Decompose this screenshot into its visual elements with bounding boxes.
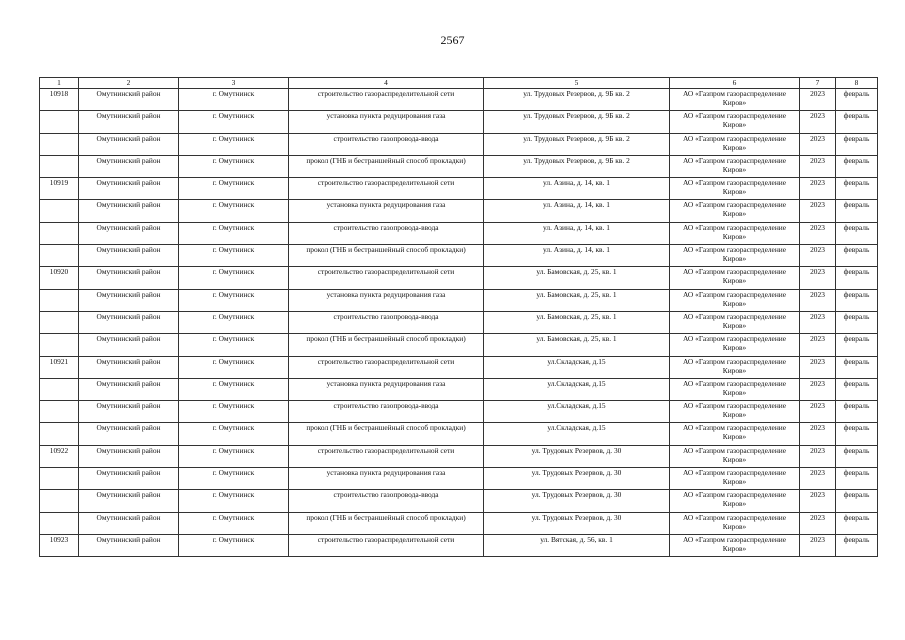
- cell-year: 2023: [800, 111, 836, 133]
- table-row: [40, 289, 878, 311]
- cell-year: 2023: [800, 222, 836, 244]
- cell-address: ул. Азина, д. 14, кв. 1: [484, 245, 670, 267]
- cell-district: Омутнинский район: [79, 534, 179, 556]
- cell-city: г. Омутнинск: [179, 378, 289, 400]
- cell-number: 10918: [40, 89, 79, 111]
- cell-district: Омутнинский район: [79, 490, 179, 512]
- table-row: [40, 445, 878, 467]
- cell-number: [40, 222, 79, 244]
- cell-district: Омутнинский район: [79, 111, 179, 133]
- cell-organization: АО «Газпром газораспределение Киров»: [670, 468, 800, 490]
- cell-year: 2023: [800, 423, 836, 445]
- cell-district: Омутнинский район: [79, 512, 179, 534]
- column-header: 2: [79, 78, 179, 89]
- cell-address: ул. Азина, д. 14, кв. 1: [484, 200, 670, 222]
- cell-month: февраль: [836, 401, 878, 423]
- table-row: [40, 89, 878, 111]
- cell-organization: АО «Газпром газораспределение Киров»: [670, 445, 800, 467]
- cell-year: 2023: [800, 490, 836, 512]
- cell-work-type: строительство газораспределительной сети: [289, 445, 484, 467]
- cell-address: ул. Трудовых Резервов, д. 30: [484, 445, 670, 467]
- cell-year: 2023: [800, 534, 836, 556]
- table-row: [40, 311, 878, 333]
- registry-table: [39, 77, 878, 557]
- cell-address: ул. Азина, д. 14, кв. 1: [484, 222, 670, 244]
- table-row: [40, 356, 878, 378]
- cell-organization: АО «Газпром газораспределение Киров»: [670, 133, 800, 155]
- cell-address: ул.Складская, д.15: [484, 378, 670, 400]
- table-row: [40, 534, 878, 556]
- column-header: 6: [670, 78, 800, 89]
- cell-organization: АО «Газпром газораспределение Киров»: [670, 89, 800, 111]
- cell-number: [40, 133, 79, 155]
- cell-address: ул. Бамовская, д. 25, кв. 1: [484, 334, 670, 356]
- cell-city: г. Омутнинск: [179, 222, 289, 244]
- cell-organization: АО «Газпром газораспределение Киров»: [670, 245, 800, 267]
- table-row: [40, 133, 878, 155]
- cell-organization: АО «Газпром газораспределение Киров»: [670, 401, 800, 423]
- cell-address: ул. Трудовых Резервов, д. 9Б кв. 2: [484, 111, 670, 133]
- cell-city: г. Омутнинск: [179, 334, 289, 356]
- cell-year: 2023: [800, 311, 836, 333]
- cell-year: 2023: [800, 289, 836, 311]
- cell-address: ул. Трудовых Резервов, д. 30: [484, 512, 670, 534]
- cell-city: г. Омутнинск: [179, 289, 289, 311]
- cell-city: г. Омутнинск: [179, 311, 289, 333]
- table-row: [40, 423, 878, 445]
- cell-city: г. Омутнинск: [179, 178, 289, 200]
- cell-work-type: прокол (ГНБ и бестраншейный способ прокладки): [289, 334, 484, 356]
- table-row: [40, 490, 878, 512]
- cell-city: г. Омутнинск: [179, 200, 289, 222]
- cell-city: г. Омутнинск: [179, 133, 289, 155]
- cell-year: 2023: [800, 401, 836, 423]
- table-row: [40, 401, 878, 423]
- cell-city: г. Омутнинск: [179, 111, 289, 133]
- cell-city: г. Омутнинск: [179, 401, 289, 423]
- cell-month: февраль: [836, 468, 878, 490]
- cell-month: февраль: [836, 378, 878, 400]
- cell-address: ул. Азина, д. 14, кв. 1: [484, 178, 670, 200]
- cell-work-type: строительство газораспределительной сети: [289, 178, 484, 200]
- cell-district: Омутнинский район: [79, 289, 179, 311]
- cell-district: Омутнинский район: [79, 155, 179, 177]
- cell-address: ул. Бамовская, д. 25, кв. 1: [484, 267, 670, 289]
- cell-work-type: прокол (ГНБ и бестраншейный способ прокладки): [289, 155, 484, 177]
- table-row: [40, 245, 878, 267]
- cell-address: ул.Складская, д.15: [484, 356, 670, 378]
- cell-city: г. Омутнинск: [179, 356, 289, 378]
- cell-work-type: установка пункта редуцирования газа: [289, 378, 484, 400]
- cell-work-type: строительство газопровода-ввода: [289, 311, 484, 333]
- table-row: [40, 200, 878, 222]
- cell-district: Омутнинский район: [79, 401, 179, 423]
- cell-city: г. Омутнинск: [179, 267, 289, 289]
- cell-year: 2023: [800, 155, 836, 177]
- cell-district: Омутнинский район: [79, 378, 179, 400]
- cell-month: февраль: [836, 512, 878, 534]
- table-row: [40, 468, 878, 490]
- cell-work-type: установка пункта редуцирования газа: [289, 111, 484, 133]
- table-row: [40, 267, 878, 289]
- cell-year: 2023: [800, 334, 836, 356]
- cell-number: [40, 155, 79, 177]
- cell-year: 2023: [800, 245, 836, 267]
- cell-organization: АО «Газпром газораспределение Киров»: [670, 178, 800, 200]
- cell-organization: АО «Газпром газораспределение Киров»: [670, 222, 800, 244]
- cell-city: г. Омутнинск: [179, 89, 289, 111]
- column-header: 7: [800, 78, 836, 89]
- cell-district: Омутнинский район: [79, 267, 179, 289]
- cell-city: г. Омутнинск: [179, 155, 289, 177]
- cell-address: ул. Бамовская, д. 25, кв. 1: [484, 311, 670, 333]
- cell-district: Омутнинский район: [79, 445, 179, 467]
- cell-month: февраль: [836, 356, 878, 378]
- cell-work-type: строительство газораспределительной сети: [289, 356, 484, 378]
- cell-city: г. Омутнинск: [179, 245, 289, 267]
- cell-number: [40, 311, 79, 333]
- cell-number: 10921: [40, 356, 79, 378]
- table-row: [40, 334, 878, 356]
- cell-month: февраль: [836, 445, 878, 467]
- cell-year: 2023: [800, 178, 836, 200]
- cell-district: Омутнинский район: [79, 468, 179, 490]
- cell-city: г. Омутнинск: [179, 445, 289, 467]
- cell-organization: АО «Газпром газораспределение Киров»: [670, 490, 800, 512]
- page-number: 2567: [440, 33, 465, 47]
- cell-year: 2023: [800, 267, 836, 289]
- table-row: [40, 178, 878, 200]
- cell-month: февраль: [836, 222, 878, 244]
- cell-organization: АО «Газпром газораспределение Киров»: [670, 289, 800, 311]
- cell-number: 10919: [40, 178, 79, 200]
- column-header: 4: [289, 78, 484, 89]
- cell-work-type: установка пункта редуцирования газа: [289, 289, 484, 311]
- cell-number: 10922: [40, 445, 79, 467]
- cell-work-type: установка пункта редуцирования газа: [289, 200, 484, 222]
- table-row: [40, 155, 878, 177]
- cell-number: [40, 468, 79, 490]
- cell-work-type: прокол (ГНБ и бестраншейный способ прокладки): [289, 512, 484, 534]
- cell-address: ул. Трудовых Резервов, д. 30: [484, 490, 670, 512]
- cell-organization: АО «Газпром газораспределение Киров»: [670, 155, 800, 177]
- cell-address: ул. Трудовых Резервов, д. 9Б кв. 2: [484, 133, 670, 155]
- cell-district: Омутнинский район: [79, 356, 179, 378]
- column-header: 5: [484, 78, 670, 89]
- cell-number: 10920: [40, 267, 79, 289]
- cell-month: февраль: [836, 311, 878, 333]
- cell-work-type: строительство газопровода-ввода: [289, 133, 484, 155]
- column-header: 1: [40, 78, 79, 89]
- cell-work-type: строительство газопровода-ввода: [289, 401, 484, 423]
- cell-number: [40, 401, 79, 423]
- cell-address: ул. Трудовых Резервов, д. 30: [484, 468, 670, 490]
- cell-number: [40, 423, 79, 445]
- cell-organization: АО «Газпром газораспределение Киров»: [670, 378, 800, 400]
- table-row: [40, 378, 878, 400]
- cell-organization: АО «Газпром газораспределение Киров»: [670, 423, 800, 445]
- column-header: 3: [179, 78, 289, 89]
- cell-number: 10923: [40, 534, 79, 556]
- cell-address: ул.Складская, д.15: [484, 423, 670, 445]
- cell-organization: АО «Газпром газораспределение Киров»: [670, 534, 800, 556]
- cell-work-type: строительство газораспределительной сети: [289, 267, 484, 289]
- cell-year: 2023: [800, 133, 836, 155]
- cell-work-type: прокол (ГНБ и бестраншейный способ прокладки): [289, 245, 484, 267]
- cell-district: Омутнинский район: [79, 423, 179, 445]
- cell-month: февраль: [836, 289, 878, 311]
- cell-work-type: строительство газопровода-ввода: [289, 490, 484, 512]
- cell-city: г. Омутнинск: [179, 512, 289, 534]
- cell-city: г. Омутнинск: [179, 490, 289, 512]
- cell-address: ул. Трудовых Резервов, д. 9Б кв. 2: [484, 155, 670, 177]
- cell-organization: АО «Газпром газораспределение Киров»: [670, 111, 800, 133]
- table-row: [40, 512, 878, 534]
- cell-number: [40, 245, 79, 267]
- cell-address: ул. Вятская, д. 56, кв. 1: [484, 534, 670, 556]
- cell-month: февраль: [836, 155, 878, 177]
- cell-work-type: установка пункта редуцирования газа: [289, 468, 484, 490]
- cell-number: [40, 289, 79, 311]
- cell-year: 2023: [800, 89, 836, 111]
- cell-number: [40, 200, 79, 222]
- cell-district: Омутнинский район: [79, 89, 179, 111]
- cell-work-type: строительство газораспределительной сети: [289, 89, 484, 111]
- cell-number: [40, 334, 79, 356]
- table-body: [40, 89, 878, 557]
- cell-number: [40, 111, 79, 133]
- cell-month: февраль: [836, 89, 878, 111]
- cell-month: февраль: [836, 534, 878, 556]
- cell-month: февраль: [836, 133, 878, 155]
- cell-organization: АО «Газпром газораспределение Киров»: [670, 267, 800, 289]
- cell-address: ул. Трудовых Резервов, д. 9Б кв. 2: [484, 89, 670, 111]
- cell-number: [40, 490, 79, 512]
- cell-work-type: строительство газораспределительной сети: [289, 534, 484, 556]
- cell-year: 2023: [800, 512, 836, 534]
- cell-year: 2023: [800, 445, 836, 467]
- cell-district: Омутнинский район: [79, 178, 179, 200]
- cell-month: февраль: [836, 423, 878, 445]
- cell-city: г. Омутнинск: [179, 468, 289, 490]
- cell-month: февраль: [836, 490, 878, 512]
- table-row: [40, 222, 878, 244]
- cell-month: февраль: [836, 267, 878, 289]
- cell-month: февраль: [836, 245, 878, 267]
- cell-district: Омутнинский район: [79, 222, 179, 244]
- cell-organization: АО «Газпром газораспределение Киров»: [670, 311, 800, 333]
- cell-organization: АО «Газпром газораспределение Киров»: [670, 512, 800, 534]
- cell-year: 2023: [800, 200, 836, 222]
- cell-district: Омутнинский район: [79, 245, 179, 267]
- cell-year: 2023: [800, 356, 836, 378]
- cell-district: Омутнинский район: [79, 311, 179, 333]
- cell-city: г. Омутнинск: [179, 423, 289, 445]
- cell-district: Омутнинский район: [79, 334, 179, 356]
- cell-number: [40, 378, 79, 400]
- column-number-row: [40, 78, 878, 89]
- cell-month: февраль: [836, 178, 878, 200]
- cell-organization: АО «Газпром газораспределение Киров»: [670, 334, 800, 356]
- cell-organization: АО «Газпром газораспределение Киров»: [670, 356, 800, 378]
- cell-work-type: прокол (ГНБ и бестраншейный способ прокладки): [289, 423, 484, 445]
- cell-city: г. Омутнинск: [179, 534, 289, 556]
- column-header: 8: [836, 78, 878, 89]
- cell-district: Омутнинский район: [79, 133, 179, 155]
- cell-organization: АО «Газпром газораспределение Киров»: [670, 200, 800, 222]
- cell-month: февраль: [836, 334, 878, 356]
- cell-district: Омутнинский район: [79, 200, 179, 222]
- cell-month: февраль: [836, 111, 878, 133]
- cell-work-type: строительство газопровода-ввода: [289, 222, 484, 244]
- cell-address: ул. Бамовская, д. 25, кв. 1: [484, 289, 670, 311]
- cell-address: ул.Складская, д.15: [484, 401, 670, 423]
- table-row: [40, 111, 878, 133]
- cell-year: 2023: [800, 378, 836, 400]
- cell-year: 2023: [800, 468, 836, 490]
- cell-number: [40, 512, 79, 534]
- cell-month: февраль: [836, 200, 878, 222]
